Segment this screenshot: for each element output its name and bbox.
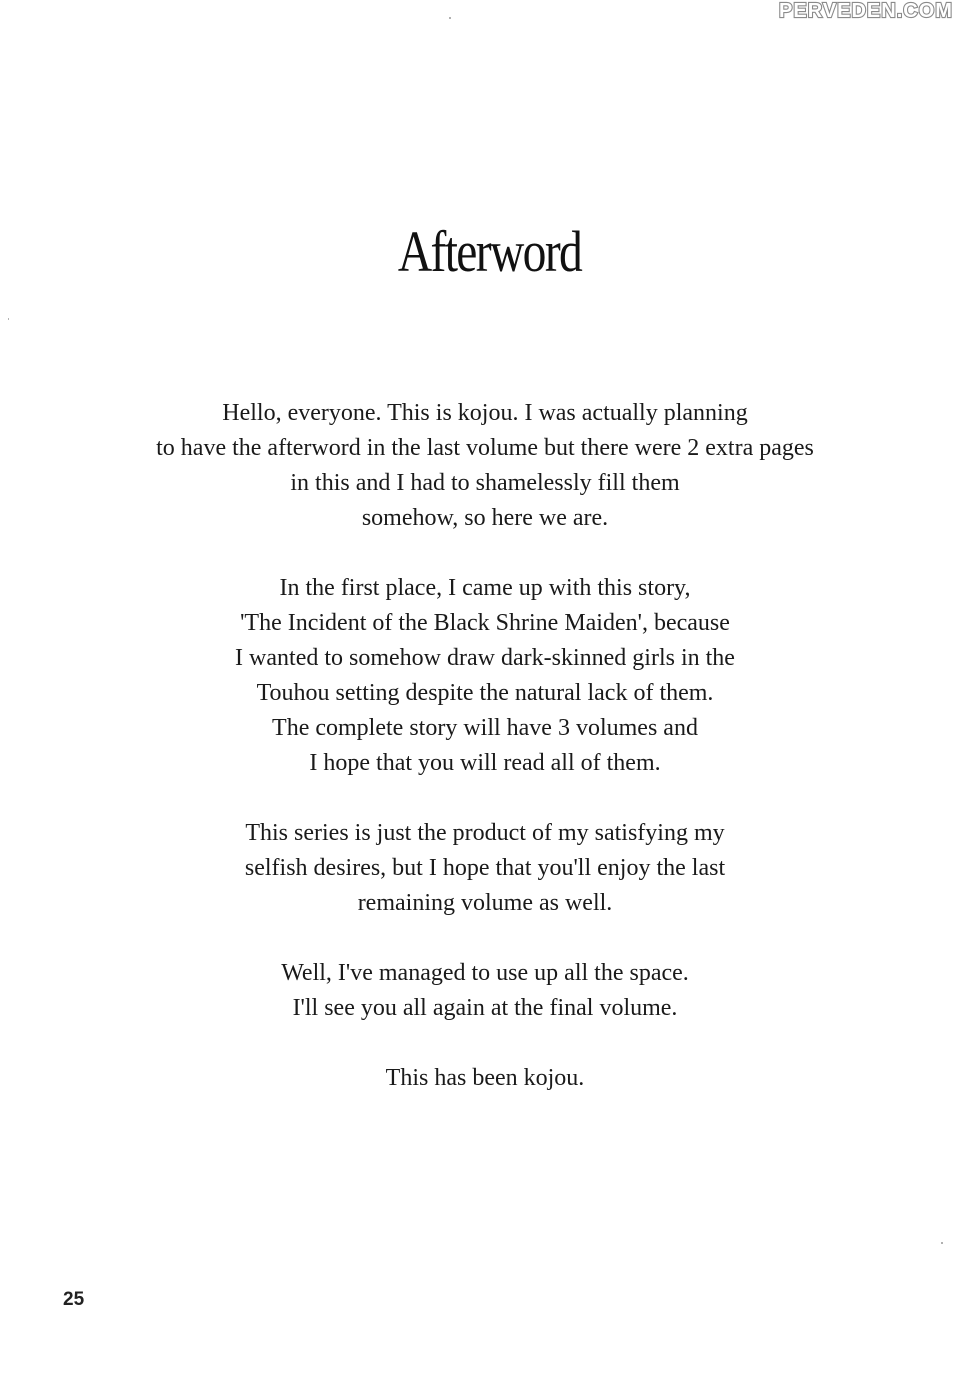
page-number: 25 [63,1289,85,1310]
paragraph [60,571,910,781]
scan-speck [449,17,451,19]
text-line: somehow, so here we are. [361,505,609,531]
text-line: I wanted to somehow draw dark-skinned girls in the [235,645,735,671]
paragraph [60,816,910,921]
text-line: In the first place, I came up with this story, [279,575,691,601]
text-line: in this and I had to shamelessly fill them [290,470,680,496]
scan-speck [941,1242,943,1244]
text-line: The complete story will have 3 volumes and [272,715,698,741]
paragraph [60,956,910,1026]
text-line: selfish desires, but I hope that you'll enjoy the last [244,855,726,881]
scan-speck [8,318,9,320]
watermark-text: PERVEDEN.COM [779,0,953,22]
text-line: remaining volume as well. [357,890,613,916]
page-title: Afterword [397,219,582,284]
text-line: This has been kojou. [385,1065,585,1091]
text-line: 'The Incident of the Black Shrine Maiden', because [240,610,730,636]
text-line: Touhou setting despite the natural lack of them. [256,680,714,706]
watermark-logo [759,0,973,22]
text-line: Hello, everyone. This is kojou. I was actually planning [222,400,748,426]
text-line: Well, I've managed to use up all the space. [281,960,689,986]
paragraph [60,1061,910,1096]
text-line: to have the afterword in the last volume but there were 2 extra pages [156,435,814,461]
afterword-body [60,396,910,1131]
text-line: This series is just the product of my satisfying my [245,820,725,846]
paragraph [60,396,910,536]
text-line: I'll see you all again at the final volume. [292,995,678,1021]
text-line: I hope that you will read all of them. [309,750,661,776]
